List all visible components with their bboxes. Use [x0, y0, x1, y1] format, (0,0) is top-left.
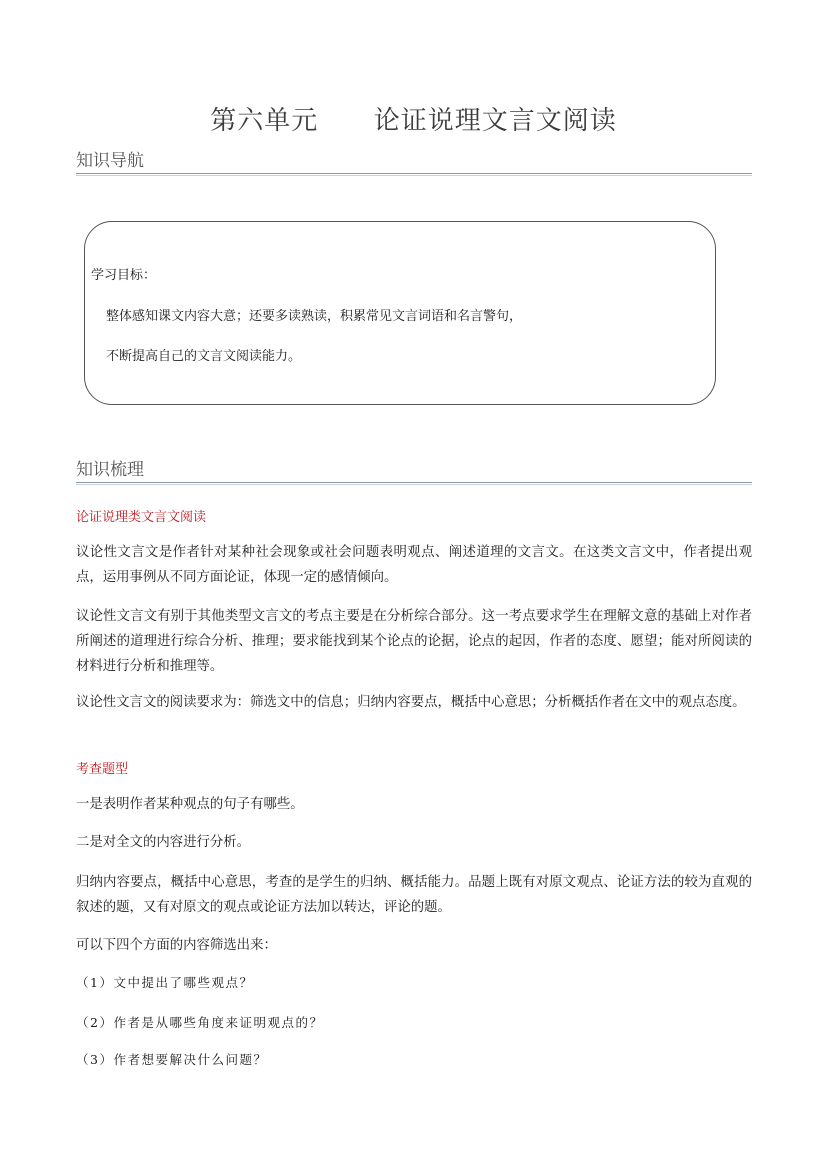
section-heading-text: 知识梳理	[76, 460, 144, 480]
paragraph: 一是表明作者某种观点的句子有哪些。	[76, 797, 304, 812]
paragraph: 议论性文言文有别于其他类型文言文的考点主要是在分析综合部分。这一考点要求学生在理解文意的基础上对作者所阐述的道理进行综合分析、推理；要求能找到某个论点的论据，论点的起因，作者的态度、愿望；能对所阅读的材料进行分析和推理等。	[76, 609, 752, 674]
learning-goals-label: 学习目标：	[91, 268, 157, 283]
question-item: （3）作者想要解决什么问题？	[76, 1052, 268, 1067]
learning-goal-line: 整体感知课文内容大意；还要多读熟读，积累常见文言词语和名言警句，	[106, 309, 523, 324]
heading-divider-shadow	[76, 175, 752, 176]
question-item: （1）文中提出了哪些观点？	[76, 975, 254, 990]
paragraph: 归纳内容要点，概括中心意思，考查的是学生的归纳、概括能力。品题上既有对原文观点、论证方法的较为直观的叙述的题，又有对原文的观点或论证方法加以转达，评论的题。	[76, 875, 752, 915]
learning-goals-box	[84, 221, 716, 405]
section-heading-knowledge-navigation	[76, 151, 752, 171]
paragraph: 二是对全文的内容进行分析。	[76, 835, 251, 850]
paragraph: 议论性文言文的阅读要求为：筛选文中的信息；归纳内容要点，概括中心意思；分析概括作者在文中的观点态度。	[76, 695, 746, 710]
paragraph: 议论性文言文是作者针对某种社会现象或社会问题表明观点、阐述道理的文言文。在这类文言文中，作者提出观点，运用事例从不同方面论证，体现一定的感情倾向。	[76, 545, 752, 585]
heading-divider	[76, 173, 752, 174]
sub-heading-question-types: 考查题型	[76, 762, 129, 777]
page-title: 第六单元 论证说理文言文阅读	[210, 106, 617, 136]
section-heading-knowledge-review	[76, 460, 752, 480]
sub-heading-argumentative-reading: 论证说理类文言文阅读	[76, 510, 207, 525]
section-heading-text: 知识导航	[76, 151, 144, 171]
learning-goal-line: 不断提高自己的文言文阅读能力。	[106, 349, 302, 364]
paragraph: 可以下四个方面的内容筛选出来：	[76, 938, 277, 953]
question-item: （2）作者是从哪些角度来证明观点的？	[76, 1015, 324, 1030]
heading-divider-shadow	[76, 484, 752, 485]
heading-divider	[76, 482, 752, 483]
